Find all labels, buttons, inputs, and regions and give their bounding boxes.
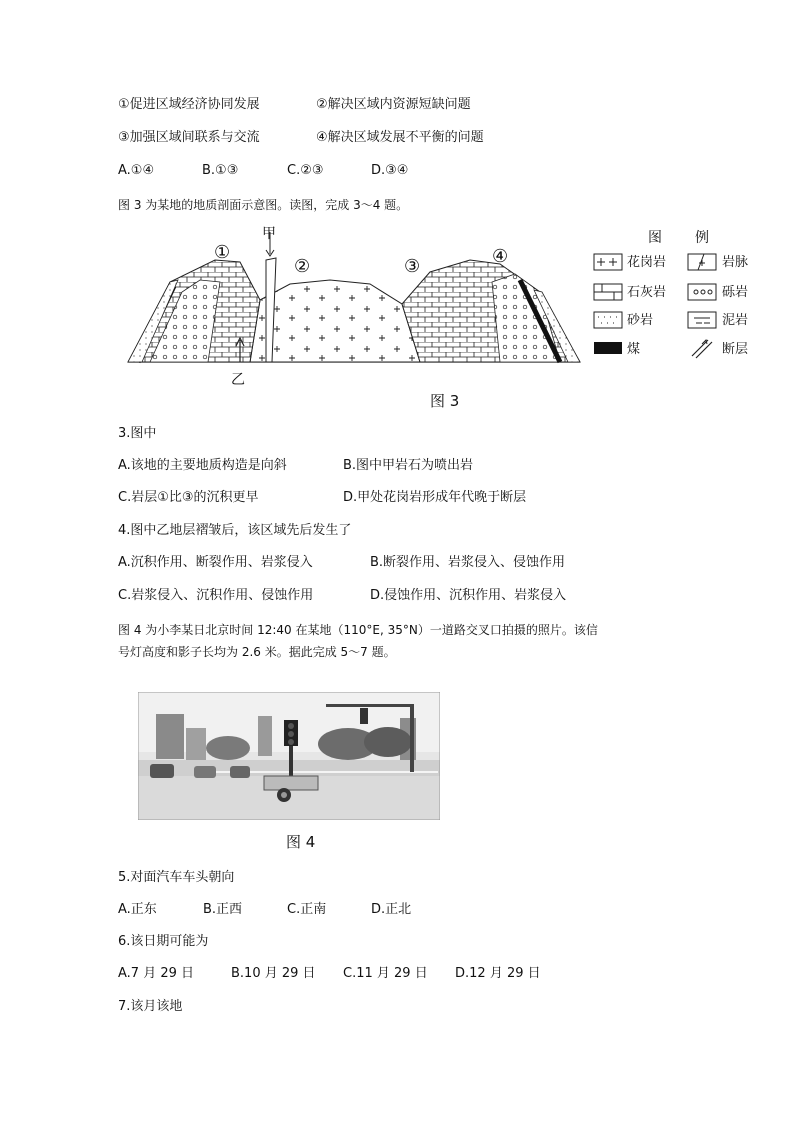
q4-option-d: D.侵蚀作用、沉积作用、岩浆侵入 — [370, 588, 567, 603]
figure4-caption: 图 4 — [286, 833, 316, 851]
q3-option-b: B.图中甲岩石为喷出岩 — [343, 458, 474, 473]
q5-choice-b: B.正西 — [203, 902, 243, 917]
q2-choice-d: D.③④ — [371, 163, 409, 178]
q2-choice-b: B.①③ — [202, 163, 239, 178]
q5-choice-c: C.正南 — [287, 902, 327, 917]
q2-option-4: ④解决区域发展不平衡的问题 — [316, 130, 484, 145]
q7-stem: 7.该月该地 — [118, 999, 183, 1014]
legend-granite: 花岗岩 — [627, 255, 667, 270]
q2-option-2: ②解决区域内资源短缺问题 — [316, 97, 471, 112]
legend-dike: 岩脉 — [722, 255, 749, 270]
legend-title-li: 例 — [695, 230, 709, 246]
q2-choice-a: A.①④ — [118, 163, 155, 178]
legend-sandstone: 砂岩 — [627, 313, 654, 328]
q4-option-c: C.岩浆侵入、沉积作用、侵蚀作用 — [118, 588, 314, 603]
q6-choice-d: D.12 月 29 日 — [455, 966, 541, 981]
intro-3-4: 图 3 为某地的地质剖面示意图。读图，完成 3～4 题。 — [118, 198, 409, 212]
q6-choice-a: A.7 月 29 日 — [118, 966, 195, 981]
figure3-caption: 图 3 — [430, 392, 460, 410]
legend-fault: 断层 — [722, 342, 749, 357]
fig3-label-4: ④ — [492, 246, 509, 267]
q6-choice-b: B.10 月 29 日 — [231, 966, 316, 981]
q2-choice-c: C.②③ — [287, 163, 324, 178]
q3-stem: 3.图中 — [118, 426, 157, 441]
legend-mudstone: 泥岩 — [722, 313, 749, 328]
q2-option-3: ③加强区域间联系与交流 — [118, 130, 260, 145]
intro-5-7-line2: 号灯高度和影子长均为 2.6 米。据此完成 5～7 题。 — [118, 645, 396, 659]
q3-option-c: C.岩层①比③的沉积更早 — [118, 490, 259, 505]
q3-option-d: D.甲处花岗岩形成年代晚于断层 — [343, 490, 527, 505]
q5-stem: 5.对面汽车车头朝向 — [118, 870, 235, 885]
fig3-label-3: ③ — [404, 256, 421, 277]
fig3-label-yi: 乙 — [231, 372, 245, 388]
legend-title-tu: 图 — [648, 230, 662, 246]
figure4-street-photo — [138, 692, 440, 820]
figure3-cross-section — [120, 222, 600, 392]
intro-5-7-line1: 图 4 为小李某日北京时间 12:40 在某地（110°E, 35°N）一道路交叉口拍摄的照片。该信 — [118, 623, 598, 637]
q5-choice-d: D.正北 — [371, 902, 412, 917]
q6-stem: 6.该日期可能为 — [118, 934, 209, 949]
q4-option-b: B.断裂作用、岩浆侵入、侵蚀作用 — [370, 555, 566, 570]
q2-option-1: ①促进区域经济协同发展 — [118, 97, 260, 112]
q5-choice-a: A.正东 — [118, 902, 157, 917]
legend-limestone: 石灰岩 — [627, 285, 667, 300]
q6-choice-c: C.11 月 29 日 — [343, 966, 428, 981]
q3-option-a: A.该地的主要地质构造是向斜 — [118, 458, 287, 473]
fig3-label-1: ① — [214, 242, 231, 263]
legend-coal: 煤 — [627, 342, 641, 357]
fig3-label-2: ② — [294, 256, 311, 277]
fig3-label-jia: 甲 — [262, 226, 276, 242]
q4-stem: 4.图中乙地层褶皱后，该区域先后发生了 — [118, 523, 352, 538]
q4-option-a: A.沉积作用、断裂作用、岩浆侵入 — [118, 555, 313, 570]
legend-conglomerate: 砾岩 — [722, 285, 749, 300]
